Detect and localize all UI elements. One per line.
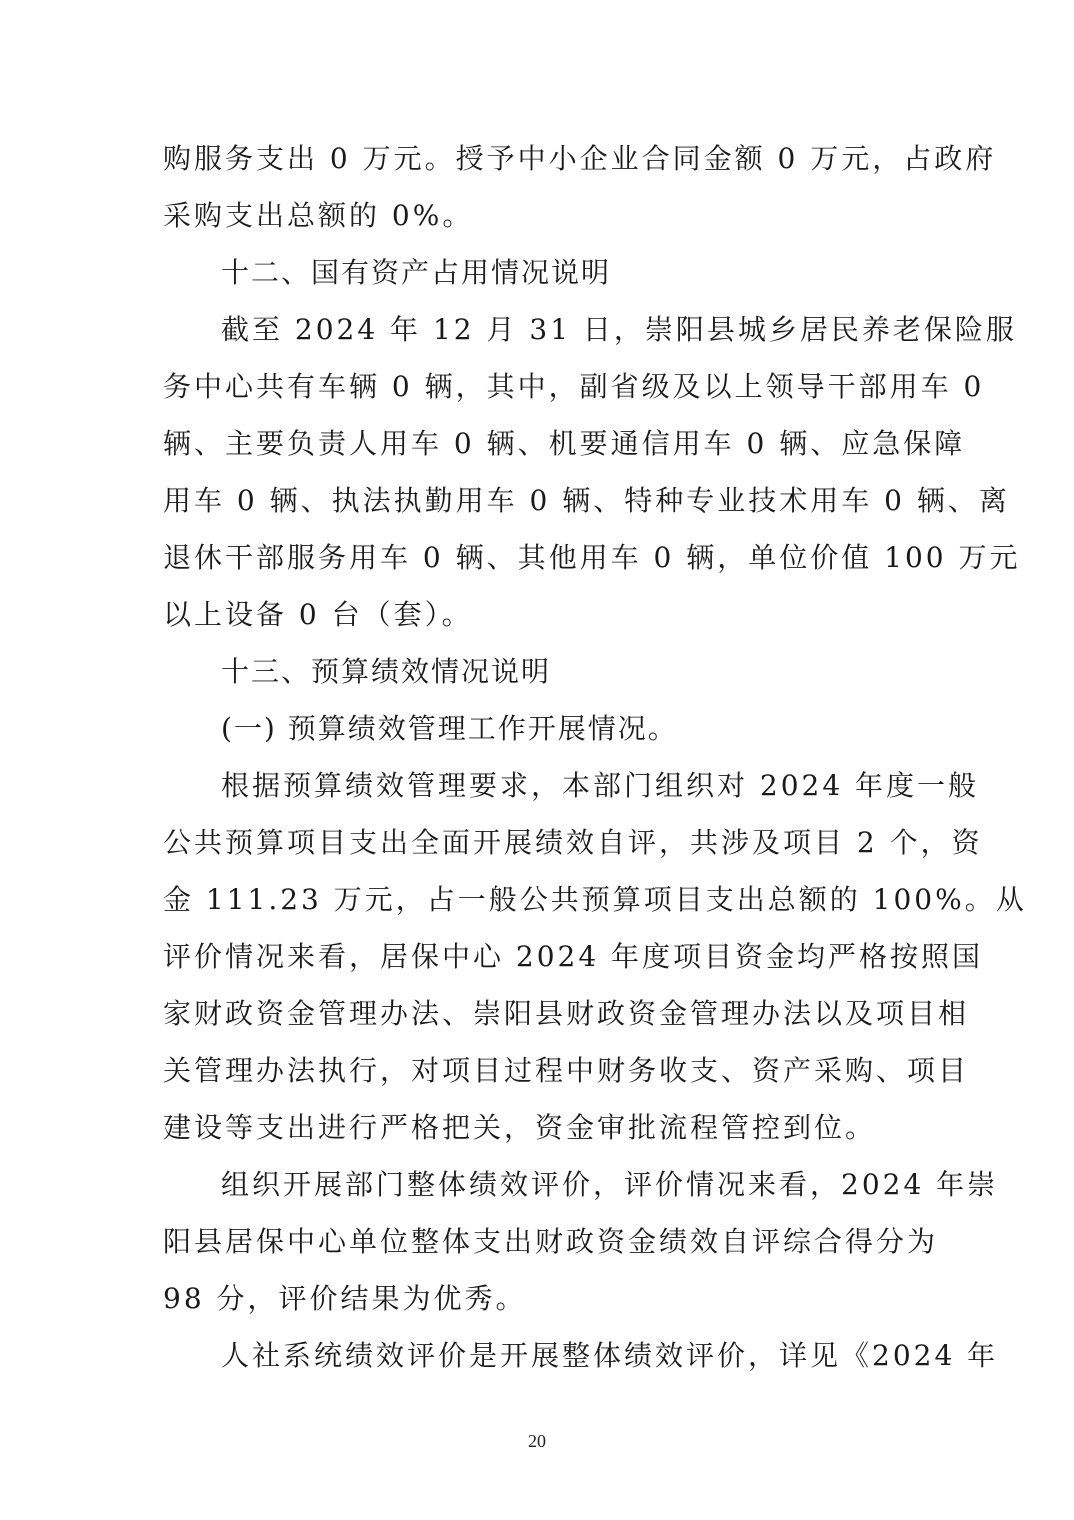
page-number: 20 xyxy=(528,1431,546,1451)
paragraph-line: 购服务支出 0 万元。授予中小企业合同金额 0 万元，占政府 xyxy=(163,142,997,175)
paragraph-line: 务中心共有车辆 0 辆，其中，副省级及以上领导干部用车 0 xyxy=(163,370,985,403)
paragraph-line: 退休干部服务用车 0 辆、其他用车 0 辆，单位价值 100 万元 xyxy=(163,541,1021,574)
paragraph-line: 公共预算项目支出全面开展绩效自评，共涉及项目 2 个，资 xyxy=(163,826,983,859)
paragraph-line: 截至 2024 年 12 月 31 日，崇阳县城乡居民养老保险服 xyxy=(221,313,1017,346)
paragraph-line: 采购支出总额的 0%。 xyxy=(163,199,474,232)
paragraph-line: 关管理办法执行，对项目过程中财务收支、资产采购、项目 xyxy=(163,1054,970,1087)
paragraph-line: 根据预算绩效管理要求，本部门组织对 2024 年度一般 xyxy=(221,769,980,802)
paragraph-line: 98 分，评价结果为优秀。 xyxy=(163,1282,527,1315)
section-heading-13: 十三、预算绩效情况说明 xyxy=(221,655,552,688)
paragraph-line: 组织开展部门整体绩效评价，评价情况来看，2024 年崇 xyxy=(221,1168,999,1201)
paragraph-line: 用车 0 辆、执法执勤用车 0 辆、特种专业技术用车 0 辆、离 xyxy=(163,484,1010,517)
paragraph-line: 建设等支出进行严格把关，资金审批流程管控到位。 xyxy=(163,1111,877,1144)
paragraph-line: 评价情况来看，居保中心 2024 年度项目资金均严格按照国 xyxy=(163,940,984,973)
paragraph-line: 金 111.23 万元，占一般公共预算项目支出总额的 100%。从 xyxy=(163,883,1027,916)
subsection-heading: (一) 预算绩效管理工作开展情况。 xyxy=(221,712,678,745)
section-heading-12: 十二、国有资产占用情况说明 xyxy=(221,256,612,289)
document-body xyxy=(163,130,1027,1384)
paragraph-line: 阳县居保中心单位整体支出财政资金绩效自评综合得分为 xyxy=(163,1225,939,1258)
paragraph-line: 辆、主要负责人用车 0 辆、机要通信用车 0 辆、应急保障 xyxy=(163,427,966,460)
paragraph-line: 家财政资金管理办法、崇阳县财政资金管理办法以及项目相 xyxy=(163,997,970,1030)
paragraph-line: 人社系统绩效评价是开展整体绩效评价，详见《2024 年 xyxy=(221,1339,999,1372)
paragraph-line: 以上设备 0 台（套）。 xyxy=(163,598,473,631)
